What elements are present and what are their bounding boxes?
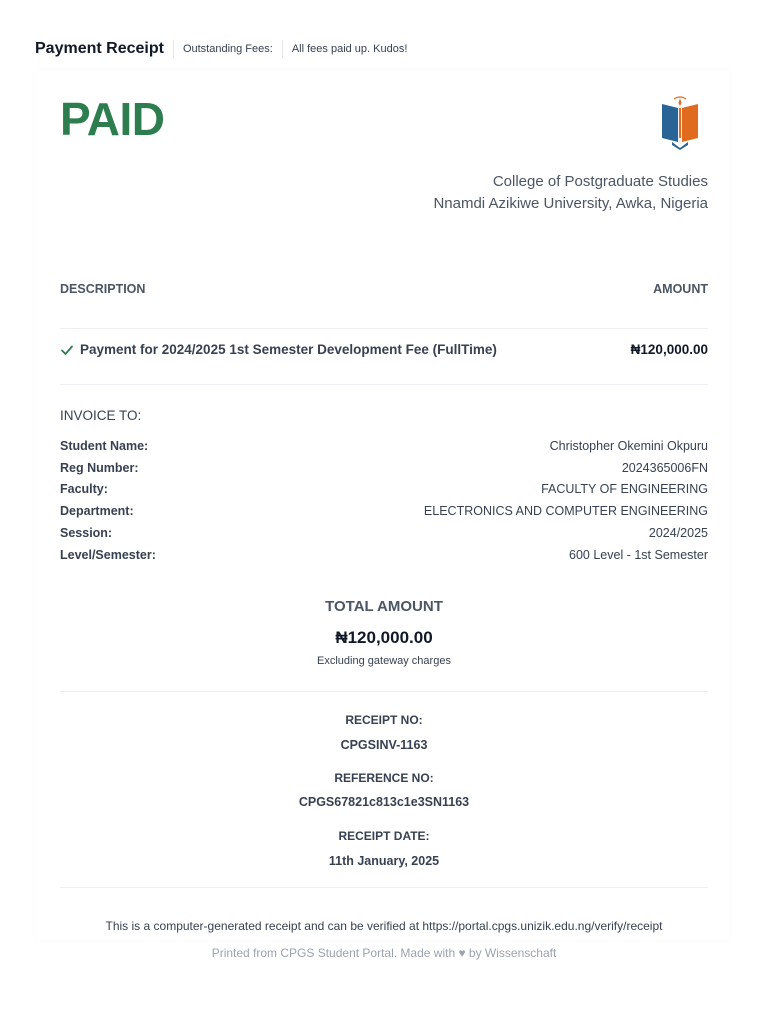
paid-status: PAID bbox=[60, 93, 165, 145]
invoice-details bbox=[60, 435, 708, 566]
receipt-card bbox=[36, 70, 730, 940]
page-title: Payment Receipt bbox=[35, 40, 164, 57]
description-header: DESCRIPTION bbox=[60, 282, 146, 296]
detail-label: Student Name: bbox=[60, 438, 149, 453]
detail-label: Department: bbox=[60, 504, 134, 519]
detail-value: 2024365006FN bbox=[621, 460, 708, 475]
reference-no-label: REFERENCE NO: bbox=[334, 771, 434, 785]
detail-value: 600 Level - 1st Semester bbox=[569, 547, 708, 562]
institution-university: Nnamdi Azikiwe University, Awka, Nigeria bbox=[433, 195, 708, 212]
detail-value: Christopher Okemini Okpuru bbox=[549, 438, 708, 453]
line-item-description: Payment for 2024/2025 1st Semester Development Fee (FullTime) bbox=[80, 342, 497, 357]
detail-row-level-semester bbox=[60, 544, 708, 566]
divider bbox=[282, 40, 283, 58]
divider bbox=[173, 40, 174, 58]
detail-label: Session: bbox=[60, 526, 113, 541]
detail-row-department bbox=[60, 500, 708, 522]
receipt-no-value: CPGSINV-1163 bbox=[340, 738, 428, 752]
university-crest-icon bbox=[658, 94, 702, 150]
top-bar bbox=[35, 38, 407, 60]
detail-label: Reg Number: bbox=[60, 460, 139, 475]
outstanding-fees-value: All fees paid up. Kudos! bbox=[291, 43, 408, 55]
detail-row-faculty bbox=[60, 479, 708, 501]
amount-header: AMOUNT bbox=[653, 282, 708, 296]
verification-note: This is a computer-generated receipt and can be verified at https://portal.cpgs.unizik.edu.ng/verify/receipt bbox=[105, 919, 663, 933]
detail-row-reg-number bbox=[60, 457, 708, 479]
divider bbox=[60, 384, 708, 385]
divider bbox=[60, 691, 708, 692]
institution-address bbox=[433, 171, 708, 215]
detail-label: Faculty: bbox=[60, 482, 108, 497]
detail-row-session bbox=[60, 522, 708, 544]
detail-label: Level/Semester: bbox=[60, 547, 156, 562]
invoice-to-heading: INVOICE TO: bbox=[60, 408, 142, 423]
total-amount-label: TOTAL AMOUNT bbox=[325, 598, 443, 615]
receipt-date-label: RECEIPT DATE: bbox=[338, 829, 430, 843]
total-amount-note: Excluding gateway charges bbox=[317, 655, 451, 667]
reference-no-value: CPGS67821c813c1e3SN1163 bbox=[298, 795, 470, 809]
detail-value: 2024/2025 bbox=[648, 526, 708, 541]
line-item-amount: ₦120,000.00 bbox=[630, 342, 708, 357]
detail-row-student-name bbox=[60, 435, 708, 457]
detail-value: FACULTY OF ENGINEERING bbox=[541, 482, 708, 497]
receipt-no-label: RECEIPT NO: bbox=[345, 713, 423, 727]
detail-value: ELECTRONICS AND COMPUTER ENGINEERING bbox=[423, 504, 708, 519]
line-item bbox=[60, 342, 708, 357]
divider bbox=[60, 328, 708, 329]
check-icon bbox=[60, 343, 74, 357]
printed-from-note: Printed from CPGS Student Portal. Made with ♥ by Wissenschaft bbox=[211, 946, 557, 960]
outstanding-fees-label: Outstanding Fees: bbox=[182, 43, 273, 55]
receipt-date-value: 11th January, 2025 bbox=[328, 854, 440, 868]
divider bbox=[60, 887, 708, 888]
institution-name: College of Postgraduate Studies bbox=[492, 173, 708, 190]
total-amount-value: ₦120,000.00 bbox=[335, 628, 433, 647]
